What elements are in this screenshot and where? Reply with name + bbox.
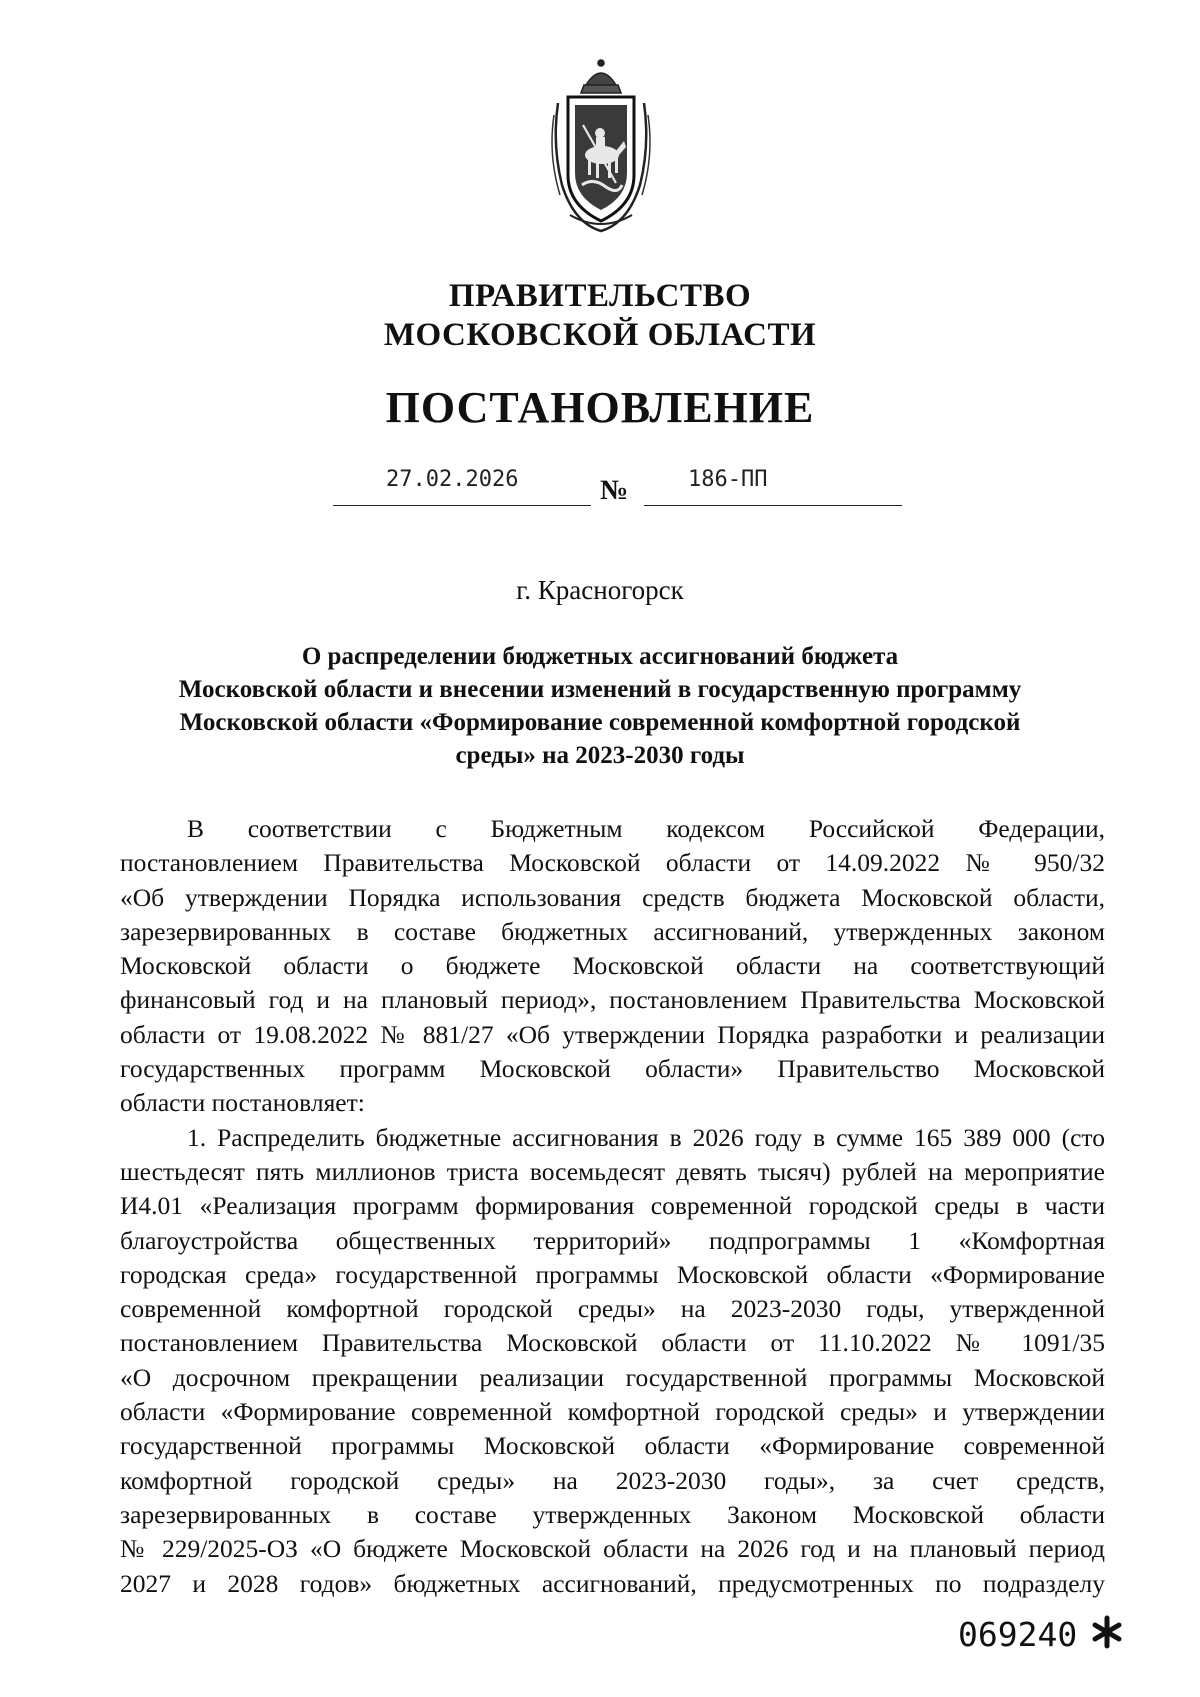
document-date: 27.02.2026 [386,467,519,492]
city-location: г. Красногорск [516,575,684,605]
document-type-heading: ПОСТАНОВЛЕНИЕ [385,383,815,432]
body-line: постановлением Правительства Московской области от 14.09.2022 № 950/32 [120,848,1105,878]
title-line: Московской области и внесении изменений в государственную программу [178,676,1022,703]
asterisk-icon [1090,1612,1124,1652]
organization-name-line-1: ПРАВИТЕЛЬСТВО [448,278,752,314]
document-number: 186-ПП [688,467,768,492]
document-title [150,640,1050,772]
body-line: комфортной городской среды» на 2023-2030 годы», за счет средств, [120,1465,1105,1495]
body-line: Московской области о бюджете Московской области на соответствующий [120,951,1105,981]
number-underline [644,505,902,506]
body-line: В соответствии с Бюджетным кодексом Российской Федерации, [187,814,1105,843]
body-line: шестьдесят пять миллионов триста восемьдесят девять тысяч) рублей на мероприятие [120,1156,1105,1186]
body-line: области постановляет: [120,1088,365,1118]
body-line: 1. Распределить бюджетные ассигнования в 2026 году в сумме 165 389 000 (сто [187,1122,1105,1152]
body-line: 2027 и 2028 годов» бюджетных ассигнований, предусмотренных по подразделу [120,1568,1105,1598]
body-line: современной комфортной городской среды» на 2023-2030 годы, утвержденной [120,1294,1105,1324]
organization-name-line-2: МОСКОВСКОЙ ОБЛАСТИ [383,317,817,353]
body-line: городская среда» государственной программы Московской области «Формирование [120,1259,1105,1289]
body-line: № 229/2025-ОЗ «О бюджете Московской области на 2026 год и на плановый период [120,1534,1105,1564]
serial-number: 069240 [958,1615,1078,1654]
body-line: благоустройства общественных территорий» подпрограммы 1 «Комфортная [120,1225,1105,1255]
body-line: государственной программы Московской области «Формирование современной [120,1431,1105,1461]
body-line: области «Формирование современной комфортной городской среды» и утверждении [120,1397,1105,1427]
coat-of-arms-emblem [548,55,654,235]
document-body [120,812,1105,1601]
date-underline [333,505,591,506]
body-line: области от 19.08.2022 № 881/27 «Об утверждении Порядка разработки и реализации [120,1019,1105,1049]
body-line: государственных программ Московской области» Правительство Московской [120,1054,1105,1084]
body-line: зарезервированных в составе утвержденных Законом Московской области [120,1499,1105,1529]
body-line: И4.01 «Реализация программ формирования современной городской среды в части [120,1191,1105,1221]
title-line: О распределении бюджетных ассигнований бюджета [301,643,899,670]
body-line: зарезервированных в составе бюджетных ассигнований, утвержденных законом [120,916,1105,946]
body-line: «О досрочном прекращении реализации государственной программы Московской [120,1362,1105,1392]
body-line: финансовый год и на плановый период», постановлением Правительства Московской [120,985,1105,1015]
title-line: среды» на 2023-2030 годы [455,742,745,769]
body-line: «Об утверждении Порядка использования средств бюджета Московской области, [120,882,1105,912]
number-sign: № [600,475,629,506]
body-line: постановлением Правительства Московской области от 11.10.2022 № 1091/35 [120,1328,1105,1358]
title-line: Московской области «Формирование современной комфортной городской [179,709,1021,736]
